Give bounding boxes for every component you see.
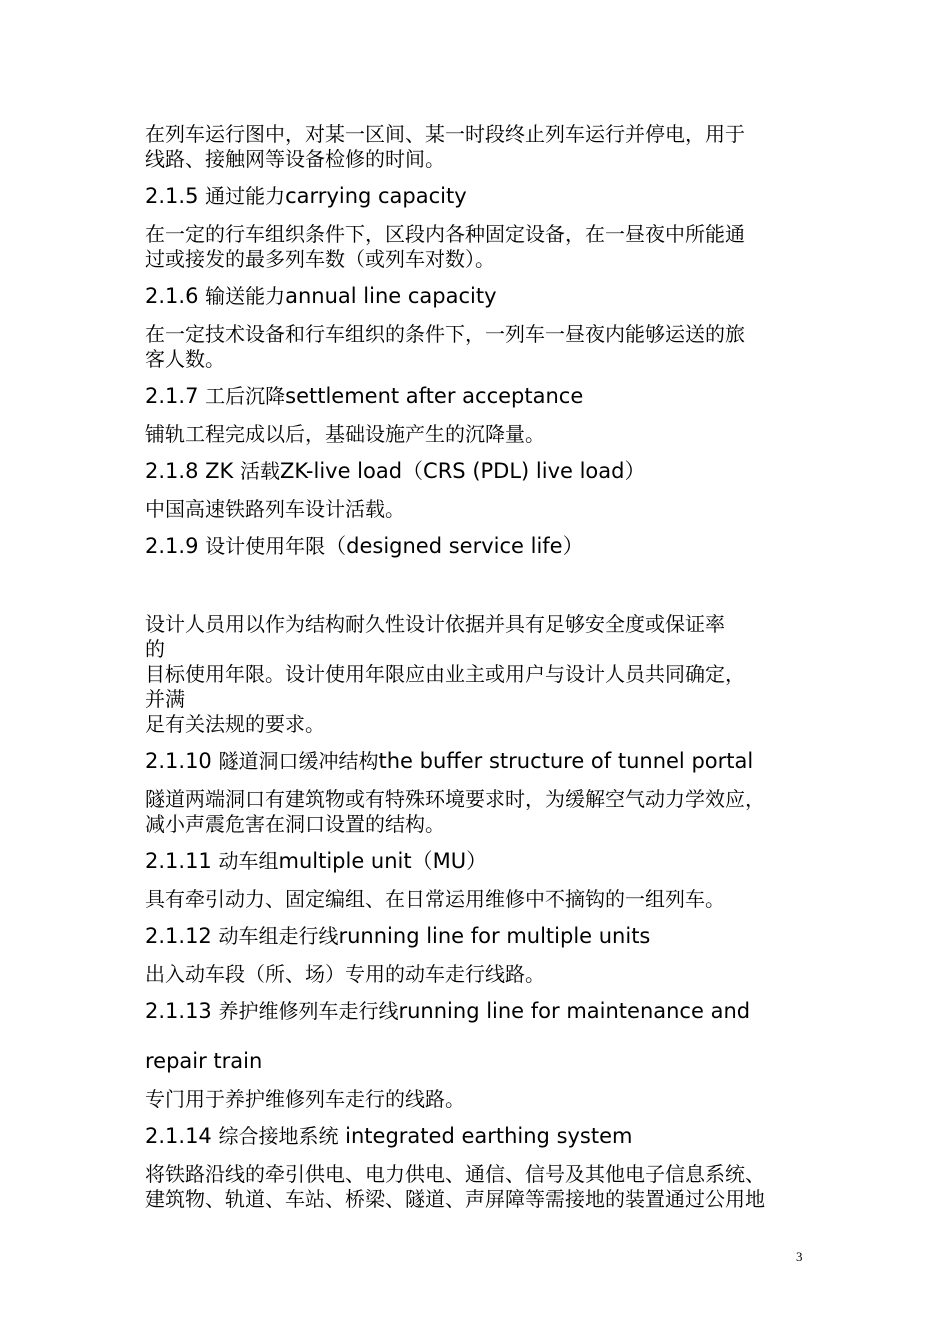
page-content — [145, 122, 815, 1212]
paragraph: 在一定的行车组织条件下，区段内各种固定设备，在一昼夜中所能通 过或接发的最多列车数（或列车对数）。 — [145, 222, 745, 271]
section-heading-continuation: repair train — [145, 1049, 263, 1073]
section-heading-2-1-10: 2.1.10 隧道洞口缓冲结构the buffer structure of tunnel portal — [145, 749, 754, 773]
section-heading-2-1-5: 2.1.5 通过能力carrying capacity — [145, 184, 467, 208]
section-heading-2-1-8: 2.1.8 ZK 活载ZK-live load（CRS (PDL) live load） — [145, 459, 646, 483]
section-heading-2-1-7: 2.1.7 工后沉降settlement after acceptance — [145, 384, 584, 408]
paragraph: 在一定技术设备和行车组织的条件下，一列车一昼夜内能够运送的旅 客人数。 — [145, 322, 745, 371]
section-heading-2-1-12: 2.1.12 动车组走行线running line for multiple units — [145, 924, 651, 948]
paragraph: 出入动车段（所、场）专用的动车走行线路。 — [145, 962, 545, 986]
section-heading-2-1-6: 2.1.6 输送能力annual line capacity — [145, 284, 497, 308]
section-heading-2-1-11: 2.1.11 动车组multiple unit（MU） — [145, 849, 488, 873]
paragraph: 在列车运行图中，对某一区间、某一时段终止列车运行并停电，用于 线路、接触网等设备检修的时间。 — [145, 122, 745, 171]
page-number: 3 — [796, 1249, 803, 1264]
paragraph: 设计人员用以作为结构耐久性设计依据并具有足够安全度或保证率 的 目标使用年限。设计使用年限应由业主或用户与设计人员共同确定， 并满 足有关法规的要求。 — [145, 612, 745, 736]
section-heading-2-1-13: 2.1.13 养护维修列车走行线running line for maintenance and — [145, 999, 751, 1023]
section-heading-2-1-14: 2.1.14 综合接地系统 integrated earthing system — [145, 1124, 633, 1148]
paragraph: 中国高速铁路列车设计活载。 — [145, 497, 405, 521]
paragraph: 铺轨工程完成以后，基础设施产生的沉降量。 — [145, 422, 545, 446]
paragraph: 隧道两端洞口有建筑物或有特殊环境要求时，为缓解空气动力学效应， 减小声震危害在洞口设置的结构。 — [145, 787, 765, 836]
section-heading-2-1-9: 2.1.9 设计使用年限（designed service life） — [145, 534, 584, 558]
paragraph: 将铁路沿线的牵引供电、电力供电、通信、信号及其他电子信息系统、 建筑物、轨道、车站、桥梁、隧道、声屏障等需接地的装置通过公用地 — [145, 1162, 765, 1211]
paragraph: 专门用于养护维修列车走行的线路。 — [145, 1087, 465, 1111]
paragraph: 具有牵引动力、固定编组、在日常运用维修中不摘钩的一组列车。 — [145, 887, 725, 911]
